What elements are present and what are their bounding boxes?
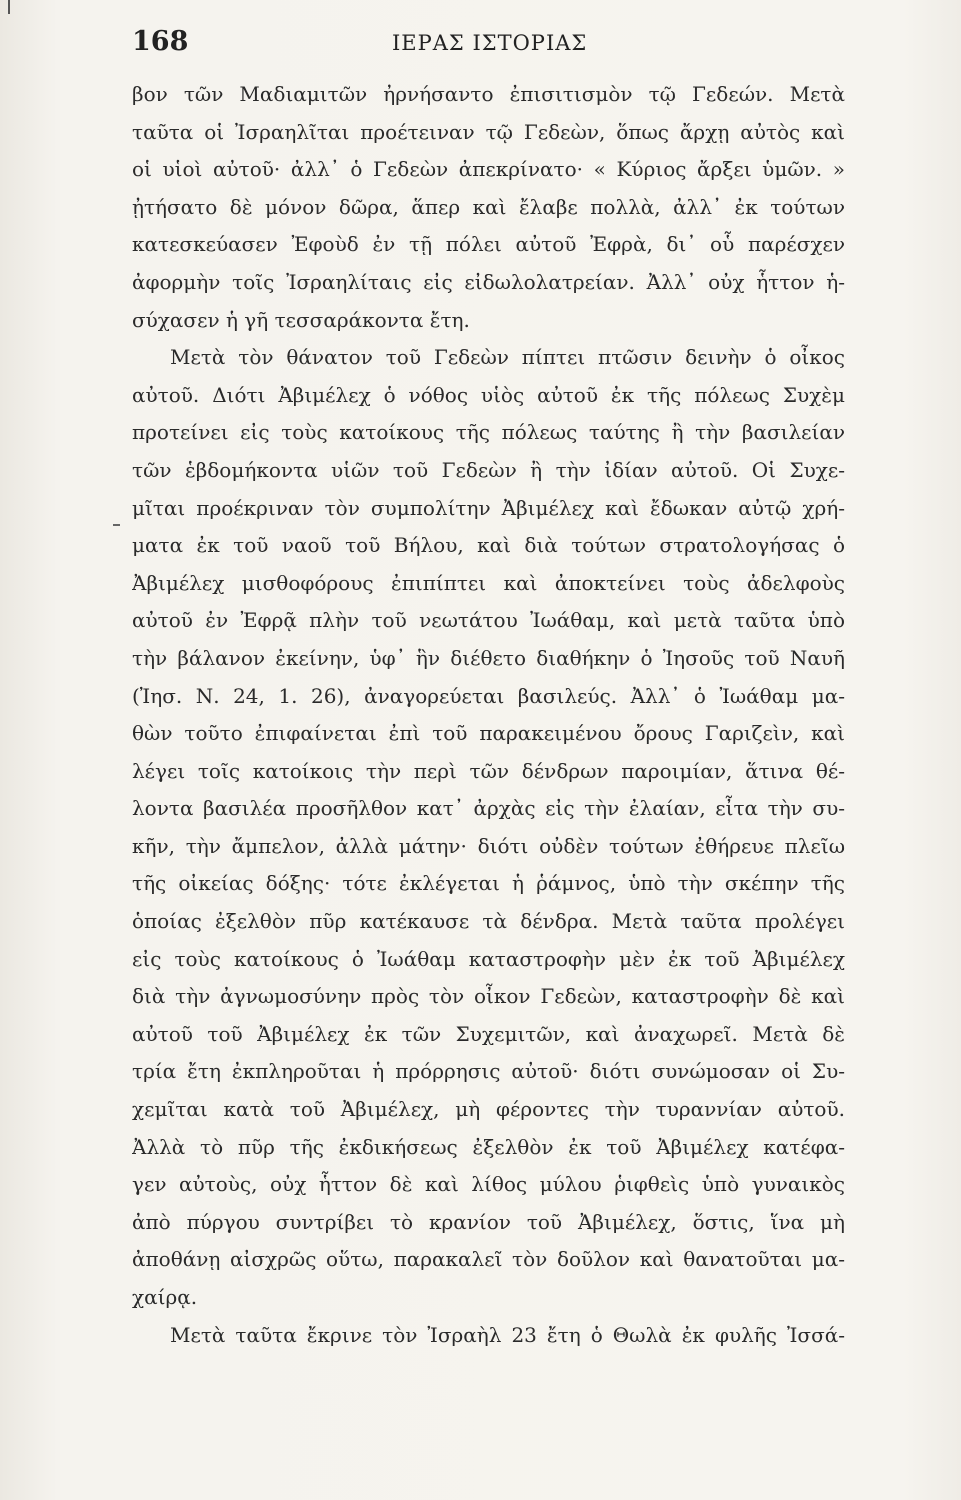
page-header xyxy=(132,26,861,66)
margin-dash-mark xyxy=(113,524,120,526)
text-line: ταῦτα οἱ Ἰσραηλῖται προέτειναν τῷ Γεδεὼν, ὅπως ἄρχῃ αὐτὸς καὶ xyxy=(132,119,845,144)
text-line: ἀποθάνῃ αἰσχρῶς οὕτω, παρακαλεῖ τὸν δοῦλον καὶ θανατοῦται μα- xyxy=(132,1247,845,1272)
text-line: ᾐτήσατο δὲ μόνον δῶρα, ἅπερ καὶ ἔλαβε πολλὰ, ἀλλ᾽ ἐκ τούτων xyxy=(132,194,845,219)
text-line: διὰ τὴν ἀγνωμοσύνην πρὸς τὸν οἶκον Γεδεὼν, καταστροφὴν δὲ καὶ xyxy=(132,984,845,1009)
text-line: αὐτοῦ ἐν Ἐφρᾷ πλὴν τοῦ νεωτάτου Ἰωάθαμ, καὶ μετὰ ταῦτα ὑπὸ xyxy=(132,608,845,633)
text-line: μῖται προέκριναν τὸν συμπολίτην Ἀβιμέλεχ καὶ ἔδωκαν αὐτῷ χρή- xyxy=(132,495,845,520)
text-line: ματα ἐκ τοῦ ναοῦ τοῦ Βήλου, καὶ διὰ τούτων στρατολογήσας ὁ xyxy=(132,533,845,558)
text-line: προτείνει εἰς τοὺς κατοίκους τῆς πόλεως ταύτης ἢ τὴν βασιλείαν xyxy=(132,420,845,445)
text-line: ὁποίας ἐξελθὸν πῦρ κατέκαυσε τὰ δένδρα. Μετὰ ταῦτα προλέγει xyxy=(132,909,845,934)
running-head: ΙΕΡΑΣ ΙΣΤΟΡΙΑΣ xyxy=(392,31,588,55)
text-line: κῆν, τὴν ἄμπελον, ἀλλὰ μάτην· διότι οὐδὲν τούτων ἐθήρευε πλεῖω xyxy=(132,833,845,858)
text-line: τρία ἔτη ἐκπληροῦται ἡ πρόρρησις αὐτοῦ· διότι συνώμοσαν οἱ Συ- xyxy=(132,1059,845,1084)
text-line: εἰς τοὺς κατοίκους ὁ Ἰωάθαμ καταστροφὴν μὲν ἐκ τοῦ Ἀβιμέλεχ xyxy=(132,946,845,971)
page-number: 168 xyxy=(132,26,189,57)
text-line: οἱ υἱοὶ αὐτοῦ· ἀλλ᾽ ὁ Γεδεὼν ἀπεκρίνατο· « Κύριος ἄρξει ὑμῶν. » xyxy=(132,157,845,182)
body-text xyxy=(132,76,861,1354)
text-line: Ἀβιμέλεχ μισθοφόρους ἐπιπίπτει καὶ ἀποκτείνει τοὺς ἀδελφοὺς xyxy=(132,570,845,595)
text-line: ἀπὸ πύργου συντρίβει τὸ κρανίον τοῦ Ἀβιμέλεχ, ὅστις, ἵνα μὴ xyxy=(132,1209,845,1234)
text-line: γεν αὐτοὺς, οὐχ ἧττον δὲ καὶ λίθος μύλου ῥιφθεὶς ὑπὸ γυναικὸς xyxy=(132,1172,845,1197)
text-line: βον τῶν Μαδιαμιτῶν ἠρνήσαντο ἐπισιτισμὸν τῷ Γεδεών. Μετὰ xyxy=(132,82,845,106)
text-line: ἀφορμὴν τοῖς Ἰσραηλίταις εἰς εἰδωλολατρείαν. Ἀλλ᾽ οὐχ ἧττον ἡ- xyxy=(132,269,845,294)
text-line: σύχασεν ἡ γῆ τεσσαράκοντα ἔτη. xyxy=(132,307,470,332)
scan-edge-mark xyxy=(8,0,10,14)
paragraph-start-line: Μετὰ ταῦτα ἔκρινε τὸν Ἰσραὴλ 23 ἔτη ὁ Θωλὰ ἐκ φυλῆς Ἰσσά- xyxy=(170,1322,845,1347)
text-line: χαίρᾳ. xyxy=(132,1285,198,1309)
text-line: (Ἰησ. Ν. 24, 1. 26), ἀναγορεύεται βασιλεύς. Ἀλλ᾽ ὁ Ἰωάθαμ μα- xyxy=(132,683,845,708)
text-line: τὴν βάλανον ἐκείνην, ὑφ᾽ ἣν διέθετο διαθήκην ὁ Ἰησοῦς τοῦ Ναυῆ xyxy=(132,645,845,670)
paragraph-start-line: Μετὰ τὸν θάνατον τοῦ Γεδεὼν πίπτει πτῶσιν δεινὴν ὁ οἶκος xyxy=(170,345,845,370)
text-line: αὐτοῦ. Διότι Ἀβιμέλεχ ὁ νόθος υἱὸς αὐτοῦ ἐκ τῆς πόλεως Συχὲμ xyxy=(132,382,845,407)
text-line: θὼν τοῦτο ἐπιφαίνεται ἐπὶ τοῦ παρακειμένου ὄρους Γαριζεὶν, καὶ xyxy=(132,721,845,746)
text-line: τῆς οἰκείας δόξης· τότε ἐκλέγεται ἡ ῥάμνος, ὑπὸ τὴν σκέπην τῆς xyxy=(132,871,845,896)
text-line: τῶν ἑβδομήκοντα υἱῶν τοῦ Γεδεὼν ἢ τὴν ἰδίαν αὐτοῦ. Οἱ Συχε- xyxy=(132,457,845,482)
text-line: λοντα βασιλέα προσῆλθον κατ᾽ ἀρχὰς εἰς τὴν ἐλαίαν, εἶτα τὴν συ- xyxy=(132,796,845,821)
text-line: χεμῖται κατὰ τοῦ Ἀβιμέλεχ, μὴ φέροντες τὴν τυραννίαν αὐτοῦ. xyxy=(132,1097,845,1122)
text-line: Ἀλλὰ τὸ πῦρ τῆς ἐκδικήσεως ἐξελθὸν ἐκ τοῦ Ἀβιμέλεχ κατέφα- xyxy=(132,1134,845,1159)
text-line: λέγει τοῖς κατοίκοις τὴν περὶ τῶν δένδρων παροιμίαν, ἅτινα θέ- xyxy=(132,758,845,783)
text-line: αὐτοῦ τοῦ Ἀβιμέλεχ ἐκ τῶν Συχεμιτῶν, καὶ ἀναχωρεῖ. Μετὰ δὲ xyxy=(132,1021,845,1046)
text-line: κατεσκεύασεν Ἐφοὺδ ἐν τῇ πόλει αὐτοῦ Ἐφρὰ, δι᾽ οὗ παρέσχεν xyxy=(132,232,845,257)
